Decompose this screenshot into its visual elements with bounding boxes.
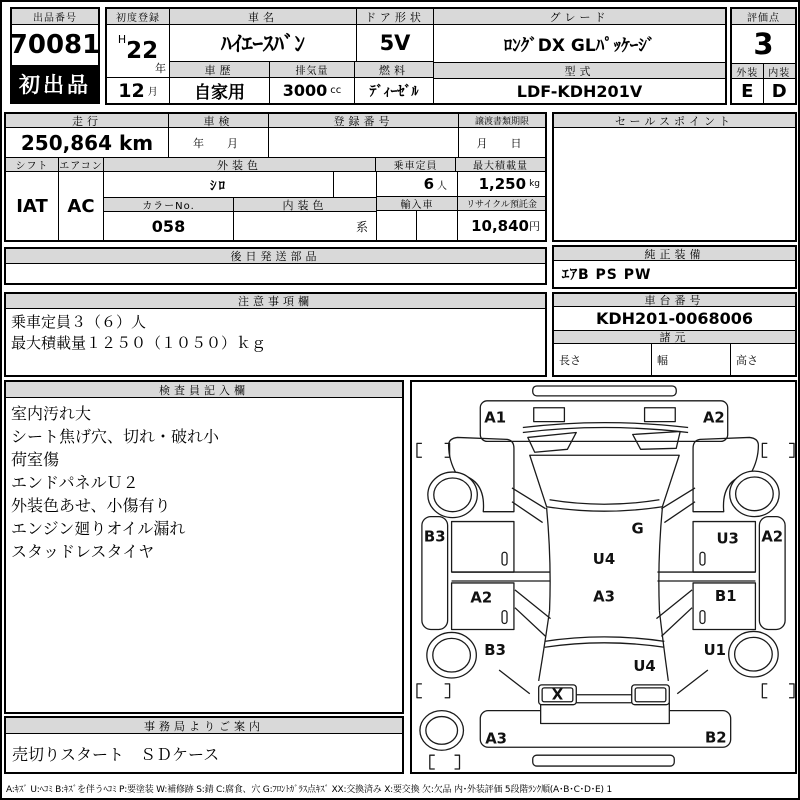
damage-code: B3: [484, 642, 506, 660]
chassis-number: KDH201-0068006: [554, 307, 795, 331]
mileage-label: 走行: [6, 114, 169, 128]
bracket-marker: [417, 443, 450, 457]
damage-code: U1: [703, 642, 727, 660]
recycle-deposit: 10,840 円: [471, 216, 540, 235]
details-table: [4, 112, 547, 242]
model-code: LDF-KDH201V: [516, 81, 643, 101]
grade-label: グレード: [434, 9, 725, 25]
length-label: 長さ: [554, 344, 652, 375]
fuel: ﾃﾞｨｰｾﾞﾙ: [369, 83, 419, 100]
door-handle: [502, 611, 507, 624]
max-load-label: 最大積載量: [456, 158, 545, 172]
damage-code: B3: [423, 528, 446, 546]
inspector-notes-box: [4, 380, 404, 714]
later-parts-box: [4, 247, 547, 285]
windshield-lower-curve: [550, 500, 660, 504]
first-registration-column: [107, 9, 170, 103]
inspector-note-line: エンジン廻りオイル漏れ: [11, 519, 186, 538]
bracket-marker: [762, 684, 794, 698]
right-headlight: [645, 408, 676, 422]
inspector-note-line: エンドパネルＵ２: [11, 473, 139, 492]
rear-bumper-strip: [533, 755, 675, 766]
interior-grade: D: [771, 80, 787, 102]
windshield: [530, 455, 679, 511]
int-color-suffix: 系: [355, 219, 368, 234]
grade: ﾛﾝｸﾞDX GLﾊﾟｯｹｰｼﾞ: [434, 25, 725, 63]
door-handle: [700, 611, 705, 624]
damage-code: A2: [702, 409, 725, 427]
import-label: 輸入車: [377, 197, 457, 211]
front-panel: [480, 401, 727, 442]
left-a-pillar-lines: [512, 488, 546, 523]
damage-code: A3: [593, 588, 615, 606]
damage-code: B1: [714, 587, 737, 605]
damage-code: G: [631, 520, 644, 538]
damage-code: A1: [484, 409, 507, 427]
front-left-wheel: [428, 472, 477, 518]
capacity-label: 乗車定員: [376, 158, 456, 172]
int-color-label: 内装色: [234, 198, 376, 212]
bracket-marker: [430, 755, 460, 769]
inspection-label: 車検: [169, 114, 269, 128]
model-code-label: 型式: [434, 63, 725, 79]
vehicle-header-table: [105, 7, 727, 105]
notice-line: 乗車定員３（６）人: [11, 313, 147, 331]
damage-code-legend: A:ｷｽﾞ U:ﾍｺﾐ B:ｷｽﾞを伴うﾍｺﾐ P:要塗装 W:補修跡 S:錆 C:腐食、穴 G:ﾌﾛﾝﾄｶﾞﾗｽ点ｷｽﾞ XX:交換済み X:要交換 欠:欠品 内･外装評価 5段階ﾗﾝｸ順(A･B･C･D･E) 1: [6, 785, 612, 795]
transfer-docs-label: 譲渡書類期限: [459, 114, 545, 128]
width-label: 幅: [652, 344, 731, 375]
import-cell-2: [417, 211, 457, 240]
office-info-label: 事務局よりご案内: [6, 718, 402, 734]
aircon-label: エアコン: [59, 158, 104, 172]
score-label: 評価点: [732, 9, 795, 25]
rear-window-left-edge: [539, 611, 550, 681]
door-shape: 5V: [379, 31, 411, 55]
color-no-label: カラーNo.: [104, 198, 234, 212]
color-change-cell: [334, 172, 376, 197]
auction-number: 70081: [9, 30, 101, 60]
damage-diagram-box: [410, 380, 797, 774]
chassis-label: 車台番号: [554, 294, 795, 307]
interior-label: 内装: [764, 64, 796, 79]
later-parts-value: [6, 264, 545, 283]
front-bumper-strip: [533, 386, 677, 396]
name-fuel-column: [170, 9, 434, 103]
inspector-note-line: シート焦げ穴、切れ・破れ小: [11, 427, 220, 446]
score: 3: [753, 27, 774, 61]
notice-box: [4, 292, 547, 377]
damage-code: X: [551, 686, 564, 704]
door-shape-label: ドア形状: [357, 9, 433, 25]
cowl-line: [523, 428, 688, 433]
inspector-note-line: 荷室傷: [11, 450, 60, 469]
damage-code: U4: [633, 658, 656, 676]
rear-window-curve: [545, 637, 665, 641]
recycle-label: リサイクル預託金: [458, 197, 545, 211]
displacement: 3000 cc: [270, 78, 355, 103]
right-wiper: [633, 431, 681, 449]
inspector-note-line: スタッドレスタイヤ: [11, 542, 155, 561]
era-mark: H: [117, 33, 127, 46]
later-parts-label: 後日発送部品: [6, 249, 545, 264]
notice-label: 注意事項欄: [6, 294, 545, 309]
displacement-label: 排気量: [270, 62, 355, 78]
bracket-marker: [417, 684, 450, 698]
color-no: 058: [104, 212, 234, 240]
left-c-pillar-lines: [499, 590, 550, 694]
roof-left-edge: [547, 508, 551, 611]
damage-code: A2: [761, 528, 784, 546]
left-wiper: [528, 432, 576, 452]
exterior-grade: E: [732, 79, 764, 103]
car-name-label: 車名: [170, 9, 357, 25]
auction-number-label: 出品番号: [12, 9, 98, 25]
office-info-value: 売切りスタート ＳＤケース: [12, 744, 220, 764]
max-load: 1,250 kg: [458, 172, 545, 197]
chassis-box: [552, 292, 797, 377]
damage-code: B2: [705, 729, 727, 747]
office-info-box: [4, 716, 404, 774]
inspector-note-line: 室内汚れ大: [11, 404, 92, 423]
rear-right-wheel: [729, 631, 778, 677]
ext-color: ｼﾛ: [104, 172, 334, 197]
capacity: 6 人: [377, 172, 457, 197]
damage-code: A3: [485, 730, 508, 748]
rear-window-right-edge: [659, 611, 668, 681]
mileage: 250,864 km: [6, 128, 169, 157]
door-handle: [502, 552, 507, 565]
left-headlight: [534, 408, 565, 422]
car-name: ﾊｲｴｰｽﾊﾞﾝ: [170, 25, 357, 61]
shift: IAT: [6, 172, 59, 240]
inspector-notes-label: 検査員記入欄: [6, 382, 402, 398]
notice-line: 最大積載量１２５０（１０５０）ｋｇ: [11, 334, 267, 352]
sales-point-value: [554, 128, 795, 240]
spec-label: 諸元: [554, 331, 795, 344]
aircon: AC: [59, 172, 104, 240]
first-registration-label: 初度登録: [107, 9, 169, 25]
ext-color-label: 外装色: [104, 158, 376, 172]
rear-left-wheel: [427, 632, 476, 678]
damage-code: A2: [470, 589, 493, 607]
history-label: 車歴: [170, 62, 270, 78]
front-right-wheel: [730, 471, 779, 517]
history: 自家用: [170, 78, 270, 103]
rating-box: [730, 7, 797, 105]
exterior-label: 外装: [732, 64, 764, 79]
equipment-label: 純正装備: [554, 247, 795, 261]
sales-point-label: セールスポイント: [554, 114, 795, 128]
reg-no-label: 登録番号: [269, 114, 459, 128]
van-damage-diagram: [412, 382, 795, 772]
grade-model-column: [434, 9, 725, 103]
auction-number-box: [10, 7, 100, 104]
first-registration-month: 12 月: [118, 79, 158, 102]
inspection-value: 年 月: [169, 128, 269, 157]
first-registration-year: H 22 年: [107, 25, 169, 78]
bracket-marker: [762, 443, 794, 457]
door-handle: [700, 552, 705, 565]
damage-code: U4: [592, 551, 616, 569]
fuel-label: 燃料: [355, 62, 433, 78]
sill-fold-lines: [452, 572, 756, 581]
first-listing-badge: 初出品: [12, 65, 98, 102]
rear-hatch-lower: [541, 703, 670, 724]
height-label: 高さ: [736, 353, 758, 367]
equipment-box: [552, 245, 797, 289]
cowl-line: [523, 423, 688, 428]
reg-no-value: [269, 128, 459, 157]
roof-right-edge: [659, 508, 663, 611]
transfer-docs-value: 月 日: [476, 136, 528, 150]
sales-point-box: [552, 112, 797, 242]
inspector-note-line: 外装色あせ、小傷有り: [11, 496, 171, 515]
rear-window-curve: [545, 643, 665, 647]
damage-code: U3: [716, 530, 739, 548]
import-cell-1: [377, 211, 417, 240]
shift-label: シフト: [6, 158, 59, 172]
equipment-value: ｴｱB PS PW: [562, 267, 652, 283]
